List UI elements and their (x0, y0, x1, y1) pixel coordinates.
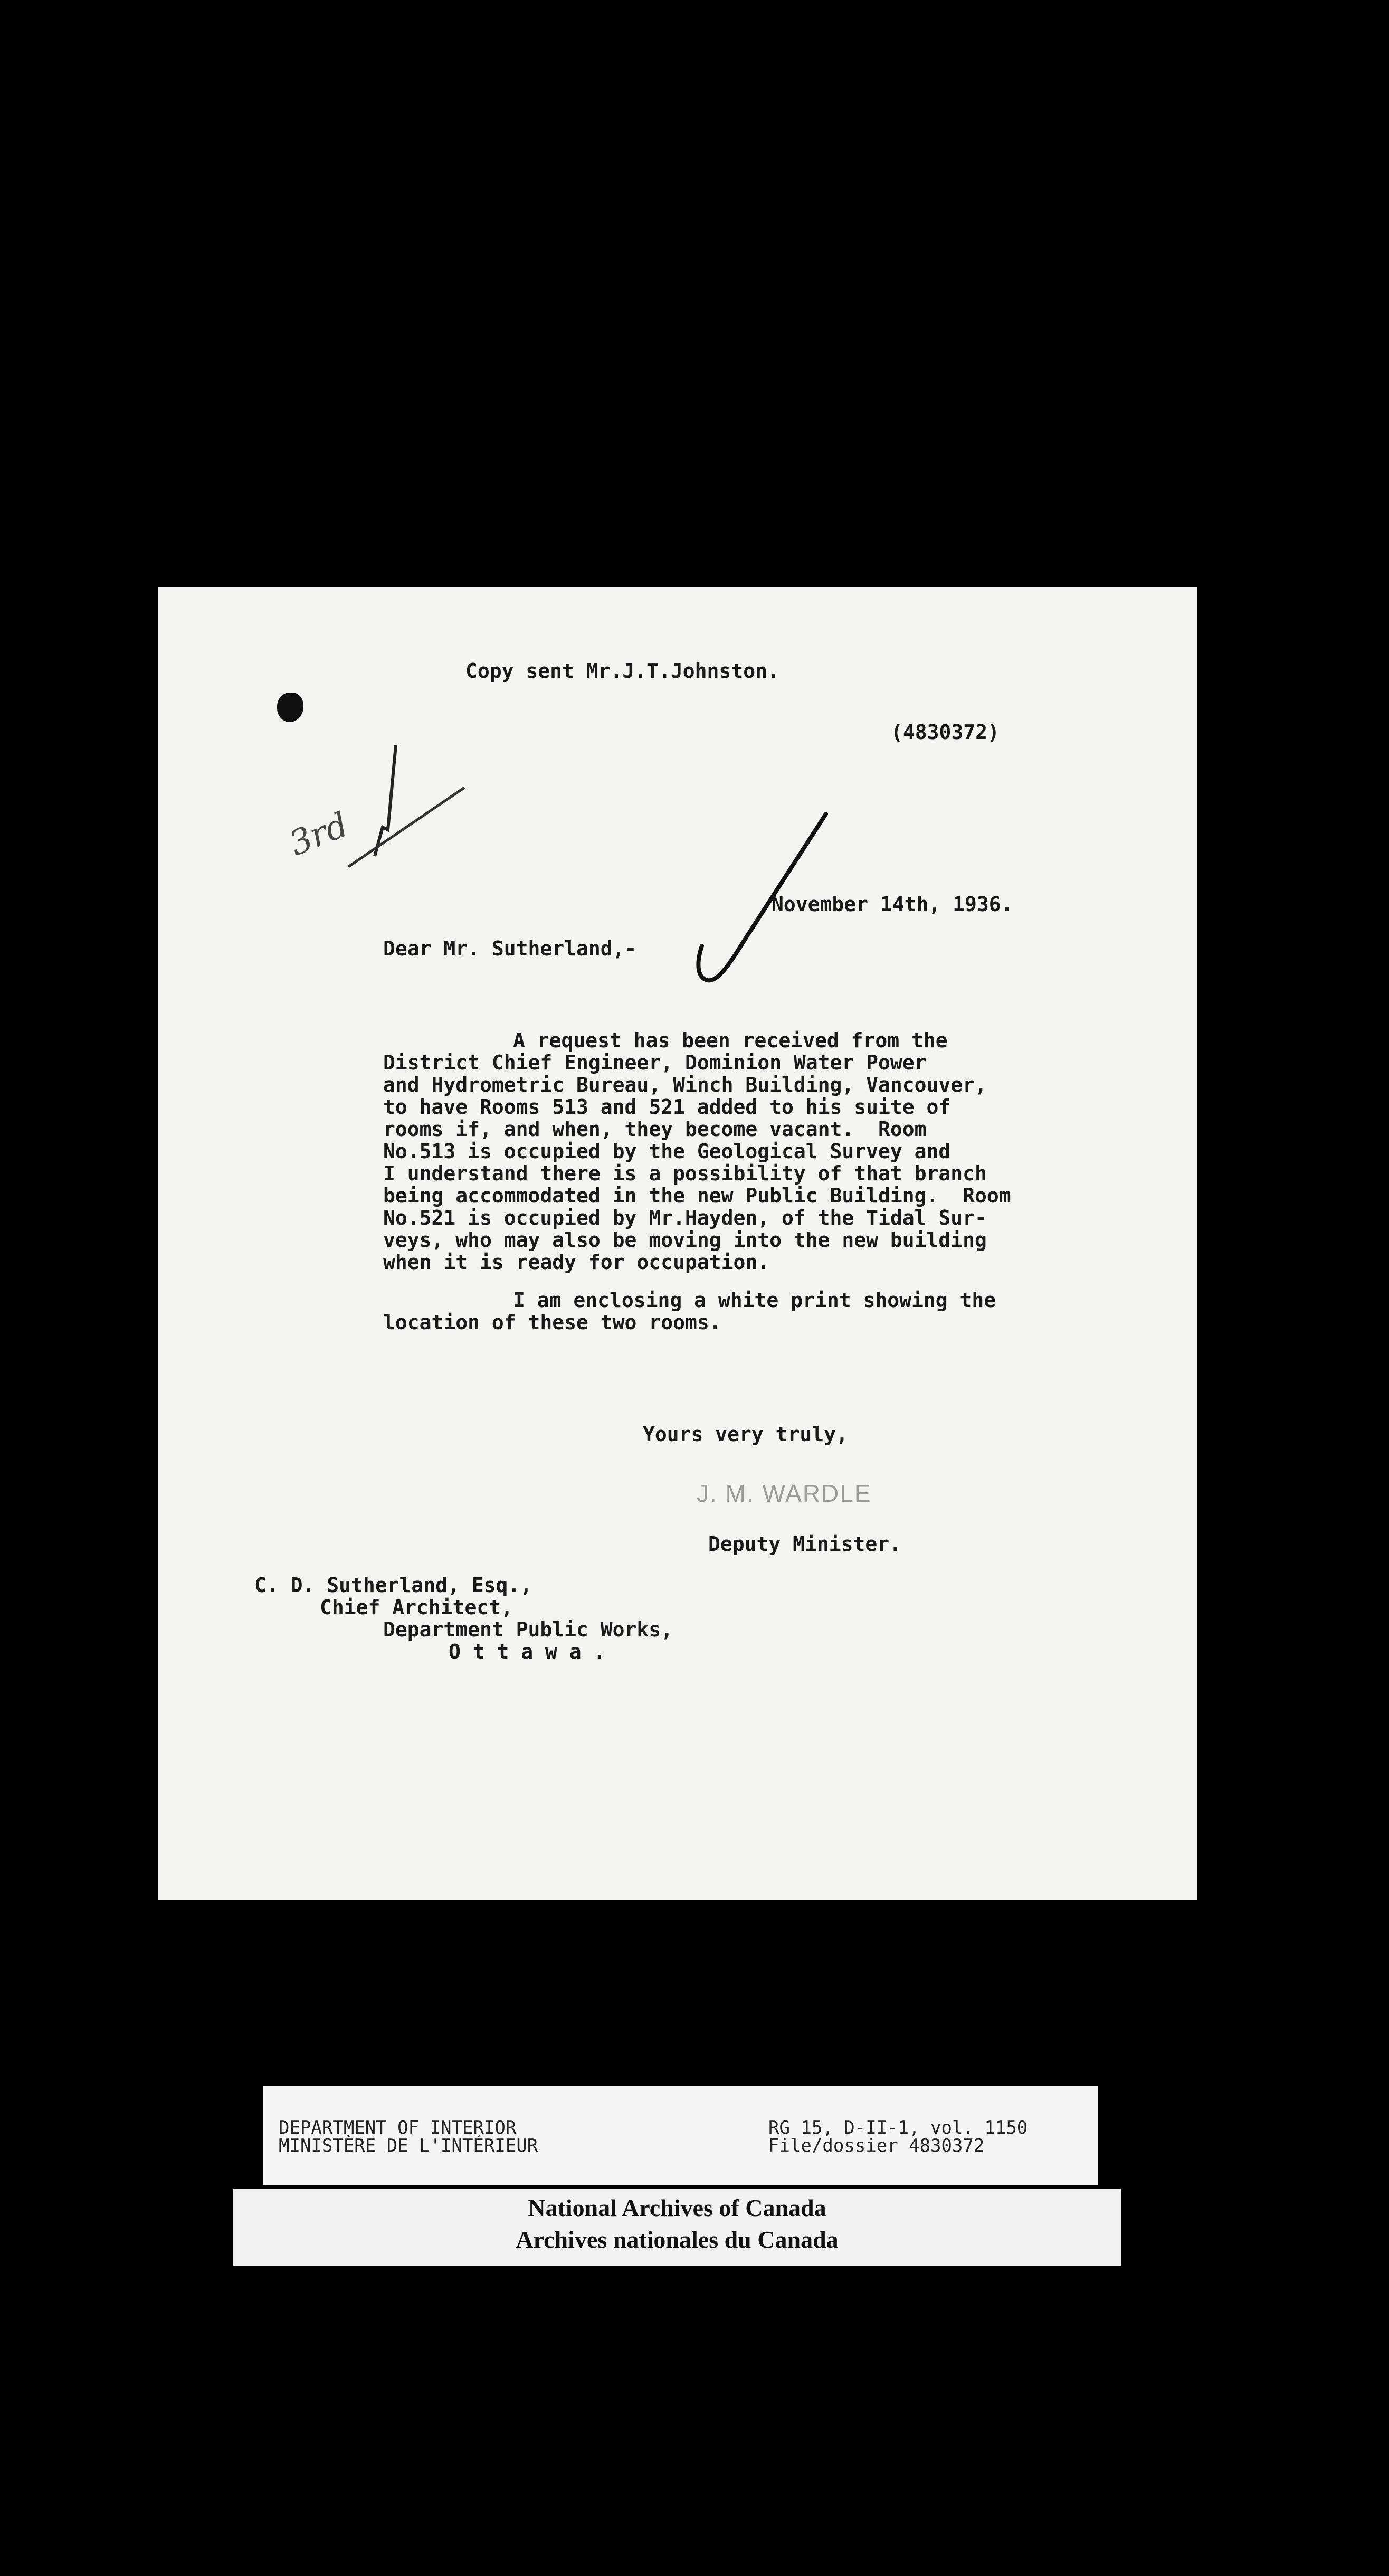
body-line: A request has been received from the (513, 1029, 948, 1052)
punch-hole-mark (277, 693, 303, 722)
body-line: location of these two rooms. (383, 1311, 721, 1334)
check-mark-large-icon (681, 745, 839, 999)
signer-title: Deputy Minister. (708, 1532, 902, 1556)
body-line: No.521 is occupied by Mr.Hayden, of the Tidal Sur- (383, 1206, 987, 1229)
archives-name-en: National Archives of Canada (528, 2194, 826, 2221)
department-fr: MINISTÈRE DE L'INTÉRIEUR (279, 2135, 538, 2156)
body-line: rooms if, and when, they become vacant. Room (383, 1117, 927, 1141)
archive-reference: RG 15, D-II-1, vol. 1150 (768, 2117, 1028, 2138)
archive-file: File/dossier 4830372 (768, 2135, 985, 2156)
body-line: veys, who may also be moving into the new building (383, 1228, 987, 1252)
archives-name-fr: Archives nationales du Canada (516, 2226, 839, 2253)
body-line: I am enclosing a white print showing the (513, 1289, 996, 1312)
copy-note: Copy sent Mr.J.T.Johnston. (465, 659, 779, 683)
body-line: No.513 is occupied by the Geological Survey and (383, 1140, 951, 1163)
body-line: being accommodated in the new Public Building. Room (383, 1184, 1011, 1207)
addressee-line: C. D. Sutherland, Esq., (254, 1574, 532, 1597)
handwritten-note: 3rd (284, 805, 354, 864)
addressee-line: O t t a w a . (449, 1640, 606, 1663)
file-number: (4830372) (891, 721, 1000, 744)
body-line: District Chief Engineer, Dominion Water Power (383, 1051, 927, 1074)
body-line: and Hydrometric Bureau, Winch Building, Vancouver, (383, 1073, 987, 1096)
salutation: Dear Mr. Sutherland,- (383, 937, 637, 960)
closing: Yours very truly, (643, 1423, 848, 1446)
check-mark-small-icon (317, 714, 486, 872)
body-line: I understand there is a possibility of that branch (383, 1162, 987, 1185)
department-en: DEPARTMENT OF INTERIOR (279, 2117, 517, 2138)
addressee-line: Department Public Works, (383, 1618, 673, 1641)
body-line: when it is ready for occupation. (383, 1251, 770, 1274)
body-line: to have Rooms 513 and 521 added to his suite of (383, 1095, 951, 1119)
letter-date: November 14th, 1936. (772, 893, 1013, 916)
addressee-line: Chief Architect, (320, 1596, 513, 1619)
archive-reference-label (263, 2086, 1098, 2185)
signature-stamp: J. M. WARDLE (697, 1480, 872, 1507)
archives-banner (233, 2189, 1121, 2266)
letter-page (158, 587, 1197, 1900)
